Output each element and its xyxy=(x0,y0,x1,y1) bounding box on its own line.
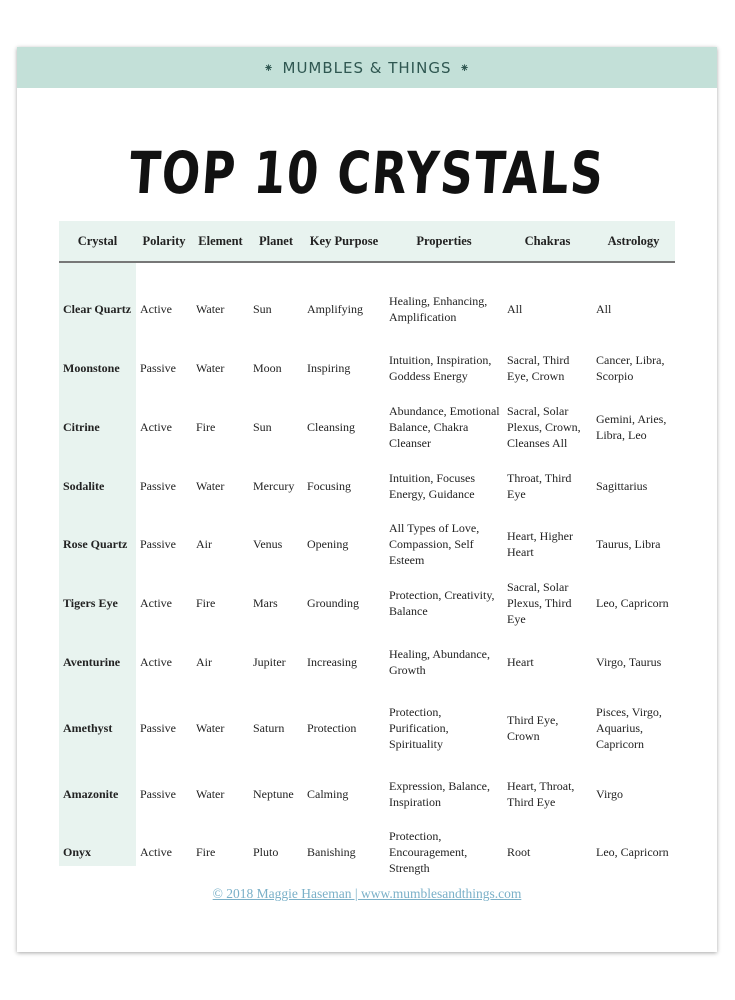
table-row xyxy=(59,515,675,573)
cell-purpose: Grounding xyxy=(307,596,359,610)
header-chakras: Chakras xyxy=(503,221,592,262)
cell-purpose: Protection xyxy=(307,721,357,735)
header-astrology: Astrology xyxy=(592,221,675,262)
cell-purpose: Focusing xyxy=(307,479,352,493)
cell-properties: Protection, Purification, Spirituality xyxy=(389,705,449,751)
cell-astrology: Leo, Capricorn xyxy=(596,845,669,859)
cell-element: Air xyxy=(196,655,212,669)
header-planet: Planet xyxy=(249,221,303,262)
table-row xyxy=(59,633,675,691)
cell-properties: Abundance, Emotional Balance, Chakra Cleanser xyxy=(389,404,500,450)
cell-crystal: Clear Quartz xyxy=(63,302,132,316)
cell-astrology: All xyxy=(596,302,612,316)
cell-planet: Neptune xyxy=(253,787,294,801)
cell-polarity: Active xyxy=(140,845,172,859)
cell-element: Water xyxy=(196,721,225,735)
cell-properties: Intuition, Focuses Energy, Guidance xyxy=(389,471,475,501)
cell-purpose: Cleansing xyxy=(307,420,355,434)
cell-chakras: Heart xyxy=(507,655,534,669)
table-row xyxy=(59,457,675,515)
cell-properties: Healing, Enhancing, Amplification xyxy=(389,294,488,324)
cell-planet: Saturn xyxy=(253,721,285,735)
brand-banner xyxy=(17,47,717,88)
cell-properties: Protection, Encouragement, Strength xyxy=(389,829,468,875)
cell-element: Water xyxy=(196,361,225,375)
cell-polarity: Passive xyxy=(140,787,176,801)
cell-astrology: Gemini, Aries, Libra, Leo xyxy=(596,412,667,442)
cell-planet: Moon xyxy=(253,361,282,375)
cell-chakras: Heart, Higher Heart xyxy=(507,529,573,559)
table-header-row xyxy=(59,221,675,262)
cell-crystal: Amethyst xyxy=(63,721,113,735)
cell-element: Fire xyxy=(196,845,216,859)
table-row xyxy=(59,691,675,765)
cell-chakras: Sacral, Solar Plexus, Third Eye xyxy=(507,580,572,626)
sparkle-left-icon: ⁕ xyxy=(263,60,275,75)
cell-properties: Protection, Creativity, Balance xyxy=(389,588,495,618)
cell-chakras: Sacral, Third Eye, Crown xyxy=(507,353,570,383)
cell-element: Water xyxy=(196,787,225,801)
cell-crystal: Aventurine xyxy=(63,655,121,669)
cell-crystal: Rose Quartz xyxy=(63,537,128,551)
table-row xyxy=(59,339,675,397)
cell-purpose: Banishing xyxy=(307,845,356,859)
sparkle-right-icon: ⁕ xyxy=(459,60,471,75)
cell-element: Fire xyxy=(196,420,216,434)
cell-crystal: Onyx xyxy=(63,845,92,859)
cell-planet: Mercury xyxy=(253,479,295,493)
cell-polarity: Passive xyxy=(140,361,176,375)
cell-element: Fire xyxy=(196,596,216,610)
header-crystal: Crystal xyxy=(59,221,136,262)
cell-polarity: Active xyxy=(140,655,172,669)
cell-properties: Healing, Abundance, Growth xyxy=(389,647,490,677)
cell-astrology: Cancer, Libra, Scorpio xyxy=(596,353,665,383)
crystals-table xyxy=(59,221,675,881)
cell-astrology: Sagittarius xyxy=(596,479,648,493)
cell-astrology: Leo, Capricorn xyxy=(596,596,669,610)
cell-properties: Expression, Balance, Inspiration xyxy=(389,779,490,809)
brand-name: MUMBLES & THINGS xyxy=(282,58,452,77)
cell-planet: Jupiter xyxy=(253,655,286,669)
cell-astrology: Virgo xyxy=(596,787,624,801)
table-row xyxy=(59,573,675,633)
copyright-link[interactable]: © 2018 Maggie Haseman | www.mumblesandthings.com xyxy=(212,886,522,901)
cell-crystal: Tigers Eye xyxy=(63,596,118,610)
cell-planet: Pluto xyxy=(253,845,279,859)
cell-element: Water xyxy=(196,479,225,493)
table-row xyxy=(59,765,675,823)
cell-properties: All Types of Love, Compassion, Self Esteem xyxy=(389,521,480,567)
header-element: Element xyxy=(192,221,249,262)
cell-chakras: Throat, Third Eye xyxy=(507,471,572,501)
header-properties: Properties xyxy=(385,221,503,262)
printable-page xyxy=(17,47,717,952)
cell-chakras: Root xyxy=(507,845,531,859)
cell-purpose: Increasing xyxy=(307,655,357,669)
cell-element: Air xyxy=(196,537,212,551)
brand-logo xyxy=(263,59,470,77)
cell-polarity: Passive xyxy=(140,479,176,493)
cell-purpose: Calming xyxy=(307,787,349,801)
cell-polarity: Passive xyxy=(140,537,176,551)
cell-planet: Sun xyxy=(253,302,272,316)
cell-polarity: Active xyxy=(140,420,172,434)
cell-purpose: Amplifying xyxy=(307,302,363,316)
cell-properties: Intuition, Inspiration, Goddess Energy xyxy=(389,353,492,383)
cell-chakras: Heart, Throat, Third Eye xyxy=(507,779,575,809)
cell-polarity: Passive xyxy=(140,721,176,735)
cell-astrology: Virgo, Taurus xyxy=(596,655,662,669)
cell-astrology: Pisces, Virgo, Aquarius, Capricorn xyxy=(596,705,662,751)
cell-purpose: Inspiring xyxy=(307,361,351,375)
cell-purpose: Opening xyxy=(307,537,349,551)
cell-planet: Mars xyxy=(253,596,278,610)
cell-element: Water xyxy=(196,302,225,316)
table-row xyxy=(59,279,675,339)
table-row xyxy=(59,823,675,881)
cell-planet: Sun xyxy=(253,420,272,434)
page-title: TOP 10 CRYSTALS xyxy=(127,139,607,207)
cell-crystal: Moonstone xyxy=(63,361,120,375)
cell-crystal: Citrine xyxy=(63,420,100,434)
cell-polarity: Active xyxy=(140,302,172,316)
cell-chakras: Sacral, Solar Plexus, Crown, Cleanses All xyxy=(507,404,581,450)
cell-polarity: Active xyxy=(140,596,172,610)
table-row xyxy=(59,397,675,457)
cell-crystal: Sodalite xyxy=(63,479,105,493)
header-polarity: Polarity xyxy=(136,221,192,262)
header-key-purpose: Key Purpose xyxy=(303,221,385,262)
cell-chakras: All xyxy=(507,302,523,316)
cell-astrology: Taurus, Libra xyxy=(596,537,661,551)
cell-chakras: Third Eye, Crown xyxy=(507,713,559,743)
cell-planet: Venus xyxy=(253,537,283,551)
cell-crystal: Amazonite xyxy=(63,787,119,801)
